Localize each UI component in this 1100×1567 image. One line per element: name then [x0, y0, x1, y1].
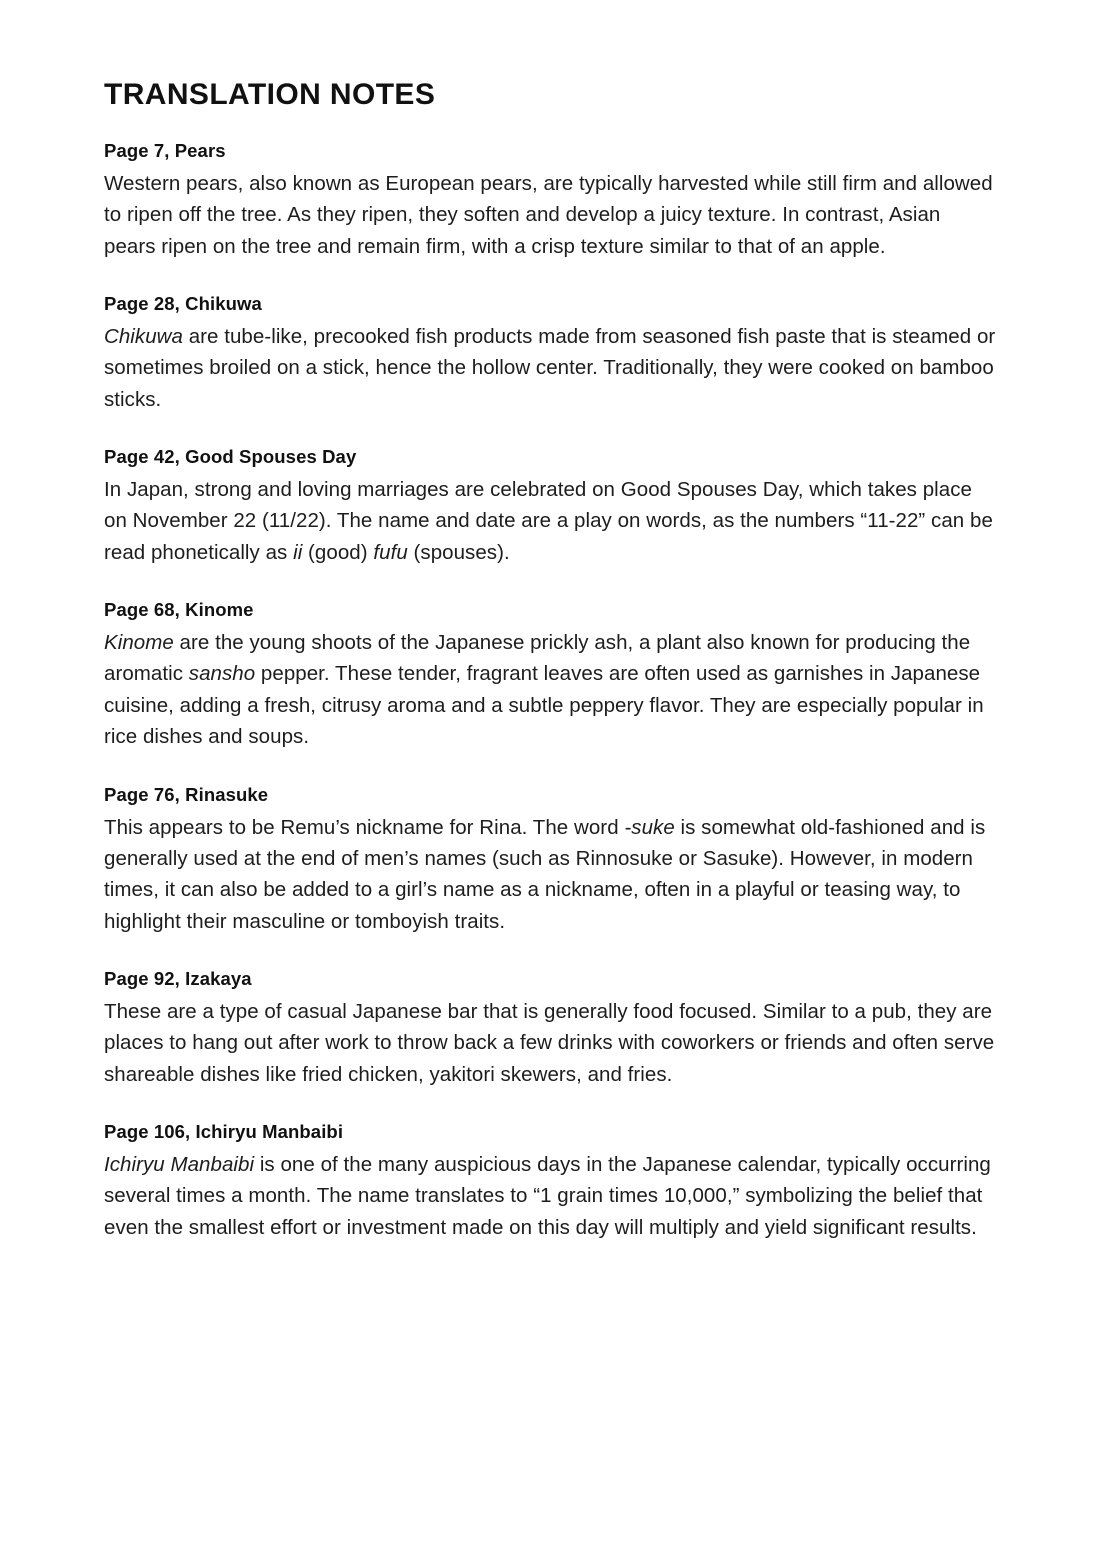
note-body: Chikuwa are tube-like, precooked fish products made from seasoned fish paste that is steamed or sometimes broiled on a stick, hence the hollow center. Traditionally, they were cooked on bamboo sticks.	[104, 325, 996, 411]
note-entry	[104, 445, 996, 568]
note-body: These are a type of casual Japanese bar that is generally food focused. Similar to a pub, they are places to hang out after work to throw back a few drinks with coworkers or friends and often serve shareable dishes like fried chicken, yakitori skewers, and fries.	[104, 999, 995, 1086]
translation-notes-list	[104, 139, 996, 1243]
page-title: TRANSLATION NOTES	[104, 78, 436, 111]
note-entry	[104, 783, 996, 937]
note-entry	[104, 292, 996, 415]
note-body: Ichiryu Manbaibi is one of the many auspicious days in the Japanese calendar, typically occurring several times a month. The name translates to “1 grain times 10,000,” symbolizing the belief that even the smallest effort or investment made on this day will multiply and yield significant results.	[104, 1152, 991, 1239]
note-heading: Page 76, Rinasuke	[104, 783, 269, 805]
note-heading: Page 92, Izakaya	[104, 967, 252, 989]
note-heading: Page 7, Pears	[104, 140, 226, 161]
note-body: Western pears, also known as European pears, are typically harvested while still firm and allowed to ripen off the tree. As they ripen, they soften and develop a juicy texture. In contrast, Asian pears ripen on the tree and remain firm, with a crisp texture similar to that of an apple.	[104, 171, 993, 258]
note-body: Kinome are the young shoots of the Japanese prickly ash, a plant also known for producing the aromatic sansho pepper. These tender, fragrant leaves are often used as garnishes in Japanese cuisine, adding a fresh, citrusy aroma and a subtle peppery flavor. They are especially popular in rice dishes and soups.	[104, 631, 984, 749]
note-heading: Page 42, Good Spouses Day	[104, 446, 357, 468]
note-body: In Japan, strong and loving marriages are celebrated on Good Spouses Day, which takes place on November 22 (11/22). The name and date are a play on words, as the numbers “11-22” can be read phonetically as ii (good) fufu (spouses).	[104, 478, 993, 564]
note-heading: Page 28, Chikuwa	[104, 293, 262, 315]
note-heading: Page 106, Ichiryu Manbaibi	[104, 1121, 344, 1142]
note-body: This appears to be Remu’s nickname for Rina. The word -suke is somewhat old-fashioned and is generally used at the end of men’s names (such as Rinnosuke or Sasuke). However, in modern times, it can also be added to a girl’s name as a nickname, often in a playful or teasing way, to highlight their masculine or tomboyish traits.	[104, 815, 986, 933]
note-heading: Page 68, Kinome	[104, 599, 254, 621]
note-entry	[104, 1120, 996, 1243]
note-entry	[104, 598, 996, 752]
note-entry	[104, 139, 996, 262]
note-entry	[104, 967, 996, 1090]
